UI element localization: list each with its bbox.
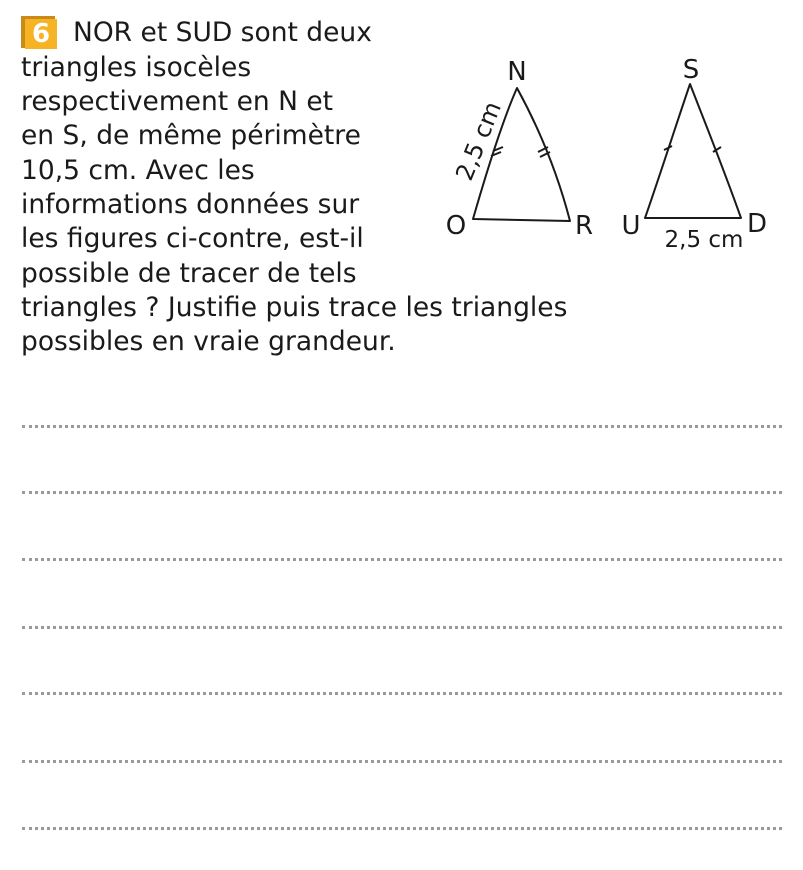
answer-line-4[interactable] (22, 626, 782, 629)
vertex-label-o: O (445, 211, 467, 241)
side-label-no: 2,5 cm (450, 97, 507, 185)
triangle-sud (645, 84, 741, 218)
statement-line-7: les figures ci-contre, est-il (21, 223, 364, 254)
statement-line-4: en S, de même périmètre (21, 120, 361, 151)
statement-line-3: respectivement en N et (21, 86, 334, 117)
answer-line-6[interactable] (22, 760, 782, 763)
statement-line-10: possibles en vraie grandeur. (21, 326, 396, 357)
vertex-label-r: R (574, 211, 594, 241)
statement-line-9: triangles ? Justifie puis trace les triangles (21, 292, 568, 323)
statement-line-2: triangles isocèles (21, 52, 252, 83)
vertex-label-n: N (507, 57, 527, 87)
statement-line-8: possible de tracer de tels (21, 258, 357, 289)
triangle-sud-outline (645, 84, 741, 218)
vertex-label-u: U (621, 211, 641, 241)
vertex-label-s: S (682, 55, 700, 85)
vertex-label-d: D (746, 209, 768, 239)
exercise-number: 6 (25, 19, 57, 49)
answer-line-5[interactable] (22, 692, 782, 695)
answer-line-7[interactable] (22, 827, 782, 830)
answer-line-2[interactable] (22, 491, 782, 494)
answer-line-3[interactable] (22, 558, 782, 561)
answer-line-1[interactable] (22, 425, 782, 428)
triangle-figures (430, 50, 780, 260)
statement-line-6: informations données sur (21, 189, 360, 220)
base-label-ud: 2,5 cm (664, 227, 744, 253)
statement-line-5: 10,5 cm. Avec les (21, 155, 255, 186)
exercise-number-badge (21, 16, 59, 50)
statement-line-1: NOR et SUD sont deux (73, 17, 372, 48)
